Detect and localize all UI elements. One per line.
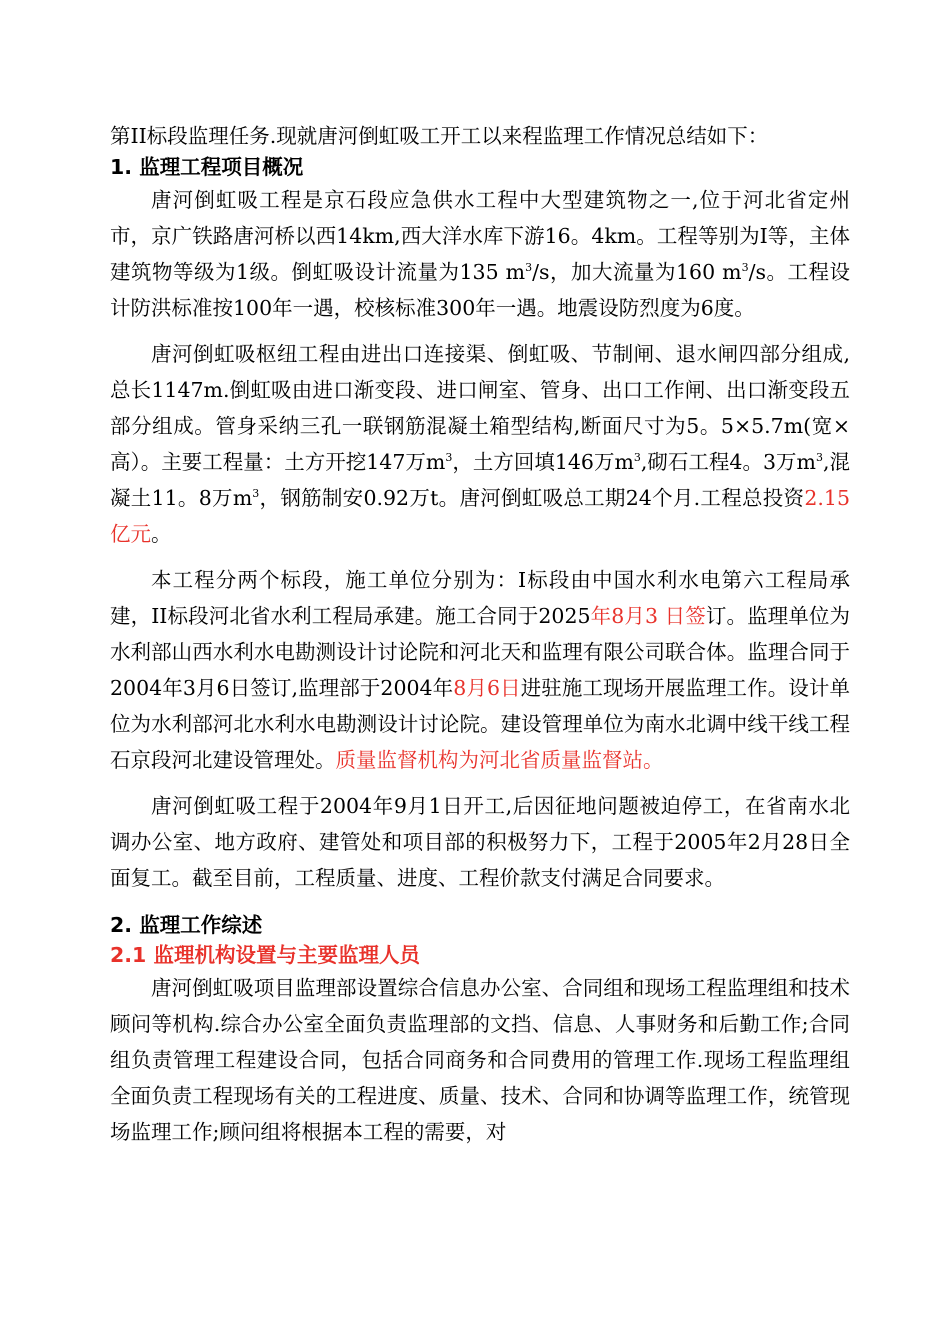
section-1-paragraph-1: 唐河倒虹吸工程是京石段应急供水工程中大型建筑物之一,位于河北省定州市，京广铁路唐河桥以西14km,西大洋水库下游16。4km。工程等别为Ⅰ等，主体建筑物等级为1级。倒虹吸设计流量为135 $m^3/s$，加大流量为160 $m^3/s$。工程设计防洪标准按100年一遇，校核标准300年一遇。地震设防烈度为6度。 bbox=[110, 188, 850, 320]
section-2-1-heading: 2.1 监理机构设置与主要监理人员 bbox=[110, 943, 420, 967]
section-1-paragraph-2: 唐河倒虹吸枢纽工程由进出口连接渠、倒虹吸、节制闸、退水闸四部分组成,总长1147m.倒虹吸由进口渐变段、进口闸室、管身、出口工作闸、出口渐变段五部分组成。管身采纳三孔一联钢筋混凝土箱型结构,断面尺寸为5。5×5.7m(宽×高）。主要工程量：土方开挖147万$m^3$，土方回填146万$m^3$,砌石工程4。3万$m^3$,混凝土11。8万$m^3$，钢筋制安0.92万t。唐河倒虹吸总工期24个月.工程总投资2.15亿元。 bbox=[110, 342, 850, 546]
intro-line: 第II标段监理任务.现就唐河倒虹吸工开工以来程监理工作情况总结如下： bbox=[110, 124, 769, 148]
section-2-heading: 2. 监理工作综述 bbox=[110, 913, 263, 937]
section-1-heading: 1. 监理工程项目概况 bbox=[110, 155, 304, 179]
document-body bbox=[110, 120, 850, 1150]
section-2-paragraph-1: 唐河倒虹吸项目监理部设置综合信息办公室、合同组和现场工程监理组和技术顾问等机构.综合办公室全面负责监理部的文挡、信息、人事财务和后勤工作;合同组负责管理工程建设合同，包括合同商务和合同费用的管理工作.现场工程监理组全面负责工程现场有关的工程进度、质量、技术、合同和协调等监理工作，统管现场监理工作;顾问组将根据本工程的需要，对 bbox=[110, 976, 850, 1144]
section-1-paragraph-3: 本工程分两个标段，施工单位分别为：I标段由中国水利水电第六工程局承建，II标段河北省水利工程局承建。施工合同于2025年8月3 日签订。监理单位为水利部山西水利水电勘测设计讨论院和河北天和监理有限公司联合体。监理合同于2004年3月6日签订,监理部于2004年8月6日进驻施工现场开展监理工作。设计单位为水利部河北水利水电勘测设计讨论院。建设管理单位为南水北调中线干线工程石京段河北建设管理处。质量监督机构为河北省质量监督站。 bbox=[110, 568, 850, 772]
quality-supervisor-highlight: 质量监督机构为河北省质量监督站。 bbox=[335, 748, 664, 772]
entry-date-highlight: 8月6日 bbox=[453, 676, 521, 700]
total-investment-highlight: 2.15亿元 bbox=[110, 486, 850, 546]
contract-date-highlight: 年8月3 日签 bbox=[590, 604, 706, 628]
section-1-paragraph-4: 唐河倒虹吸工程于2004年9月1日开工,后因征地问题被迫停工，在省南水北调办公室、地方政府、建管处和项目部的积极努力下，工程于2005年2月28日全面复工。截至目前，工程质量、进度、工程价款支付满足合同要求。 bbox=[110, 794, 850, 890]
